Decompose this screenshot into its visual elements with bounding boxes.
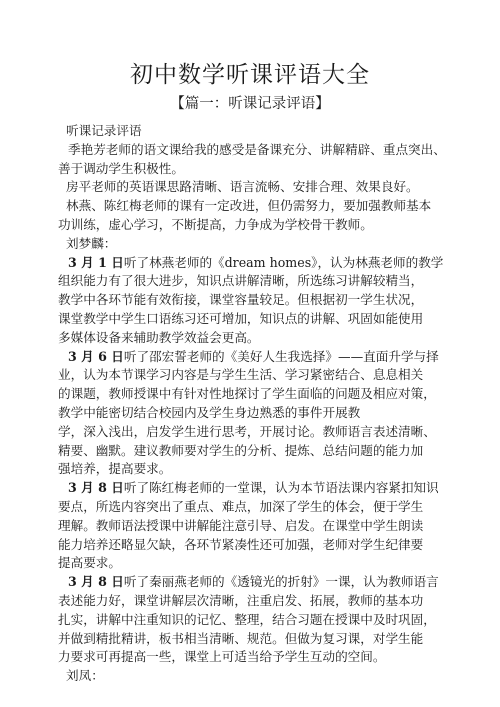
text-line: 要点，所选内容突出了重点、难点，加深了学生的体会，便于学生 xyxy=(58,498,424,514)
text-line: 提高要求。 xyxy=(58,555,121,571)
text-line: 多媒体设备来辅助教学效益会更高。 xyxy=(58,329,260,345)
text-line: 善于调动学生积极性。 xyxy=(58,160,184,176)
text-line: 教学中能密切结合校园内及学生身边熟悉的事件开展教 xyxy=(58,404,361,420)
text-line: 的课题，教师授课中有针对性地探讨了学生面临的问题及相应对策， xyxy=(58,386,436,402)
section-heading: 【篇一：听课记录评语】 xyxy=(170,96,330,112)
document-body xyxy=(58,122,458,686)
text-line: 功训练，虚心学习，不断提高，力争成为学校骨干教师。 xyxy=(58,216,373,232)
text-line: 3 月 8 日听了秦丽燕老师的《透镜光的折射》一课，认为教师语言 xyxy=(68,574,439,590)
text-line: 课堂教学中学生口语练习还可增加，知识点的讲解、巩固如能使用 xyxy=(58,310,424,326)
text-line: 扎实，讲解中注重知识的记忆、整理，结合习题在授课中及时巩固， xyxy=(58,611,436,627)
text-line: 强培养，提高要求。 xyxy=(58,461,172,477)
reviewer-name: 刘凤： xyxy=(66,668,104,684)
text-line: 表述能力好，课堂讲解层次清晰，注重启发、拓展，教师的基本功 xyxy=(58,592,424,608)
text-line: 力要求可再提高一些，课堂上可适当给予学生互动的空间。 xyxy=(58,649,386,665)
text-line: 季艳芳老师的语文课给我的感受是备课充分、讲解精辟、重点突出、 xyxy=(68,141,446,157)
document-title: 初中数学听课评语大全 xyxy=(130,62,370,88)
text-line: 精要、幽默。建议教师要对学生的分析、提炼、总结问题的能力加 xyxy=(58,442,424,458)
text-line: 林燕、陈红梅老师的课有一定改进，但仍需努力，要加强教师基本 xyxy=(66,198,432,214)
text-line: 学，深入浅出，启发学生进行思考，开展讨论。教师语言表述清晰、 xyxy=(58,423,436,439)
text-line: 能力培养还略显欠缺，各环节紧凑性还可加强，老师对学生纪律要 xyxy=(58,536,424,552)
text-line: 理解。教师语法授课中讲解能注意引导、启发。在课堂中学生朗读 xyxy=(58,517,424,533)
text-line: 并做到精批精讲，板书相当清晰、规范。但做为复习课，对学生能 xyxy=(58,630,424,646)
text-line: 组织能力有了很大进步，知识点讲解清晰，所选练习讲解较精当， xyxy=(58,273,424,289)
text-line: 业，认为本节课学习内容是与学生生活、学习紧密结合、息息相关 xyxy=(58,367,424,383)
text-line: 教学中各环节能有效衔接，课堂容量较足。但根据初一学生状况， xyxy=(58,292,424,308)
text-line: 房平老师的英语课思路清晰、语言流畅、安排合理、效果良好。 xyxy=(66,179,419,195)
text-line: 3 月 6 日听了邵宏誓老师的《美好人生我选择》——直面升学与择 xyxy=(68,348,439,364)
reviewer-name: 刘梦麟： xyxy=(66,235,117,251)
text-line: 3 月 8 日听了陈红梅老师的一堂课，认为本节语法课内容紧扣知识 xyxy=(68,480,439,496)
text-line: 3 月 1 日听了林燕老师的《dream homes》，认为林燕老师的教学 xyxy=(68,254,444,270)
paragraph-heading: 听课记录评语 xyxy=(66,123,142,138)
